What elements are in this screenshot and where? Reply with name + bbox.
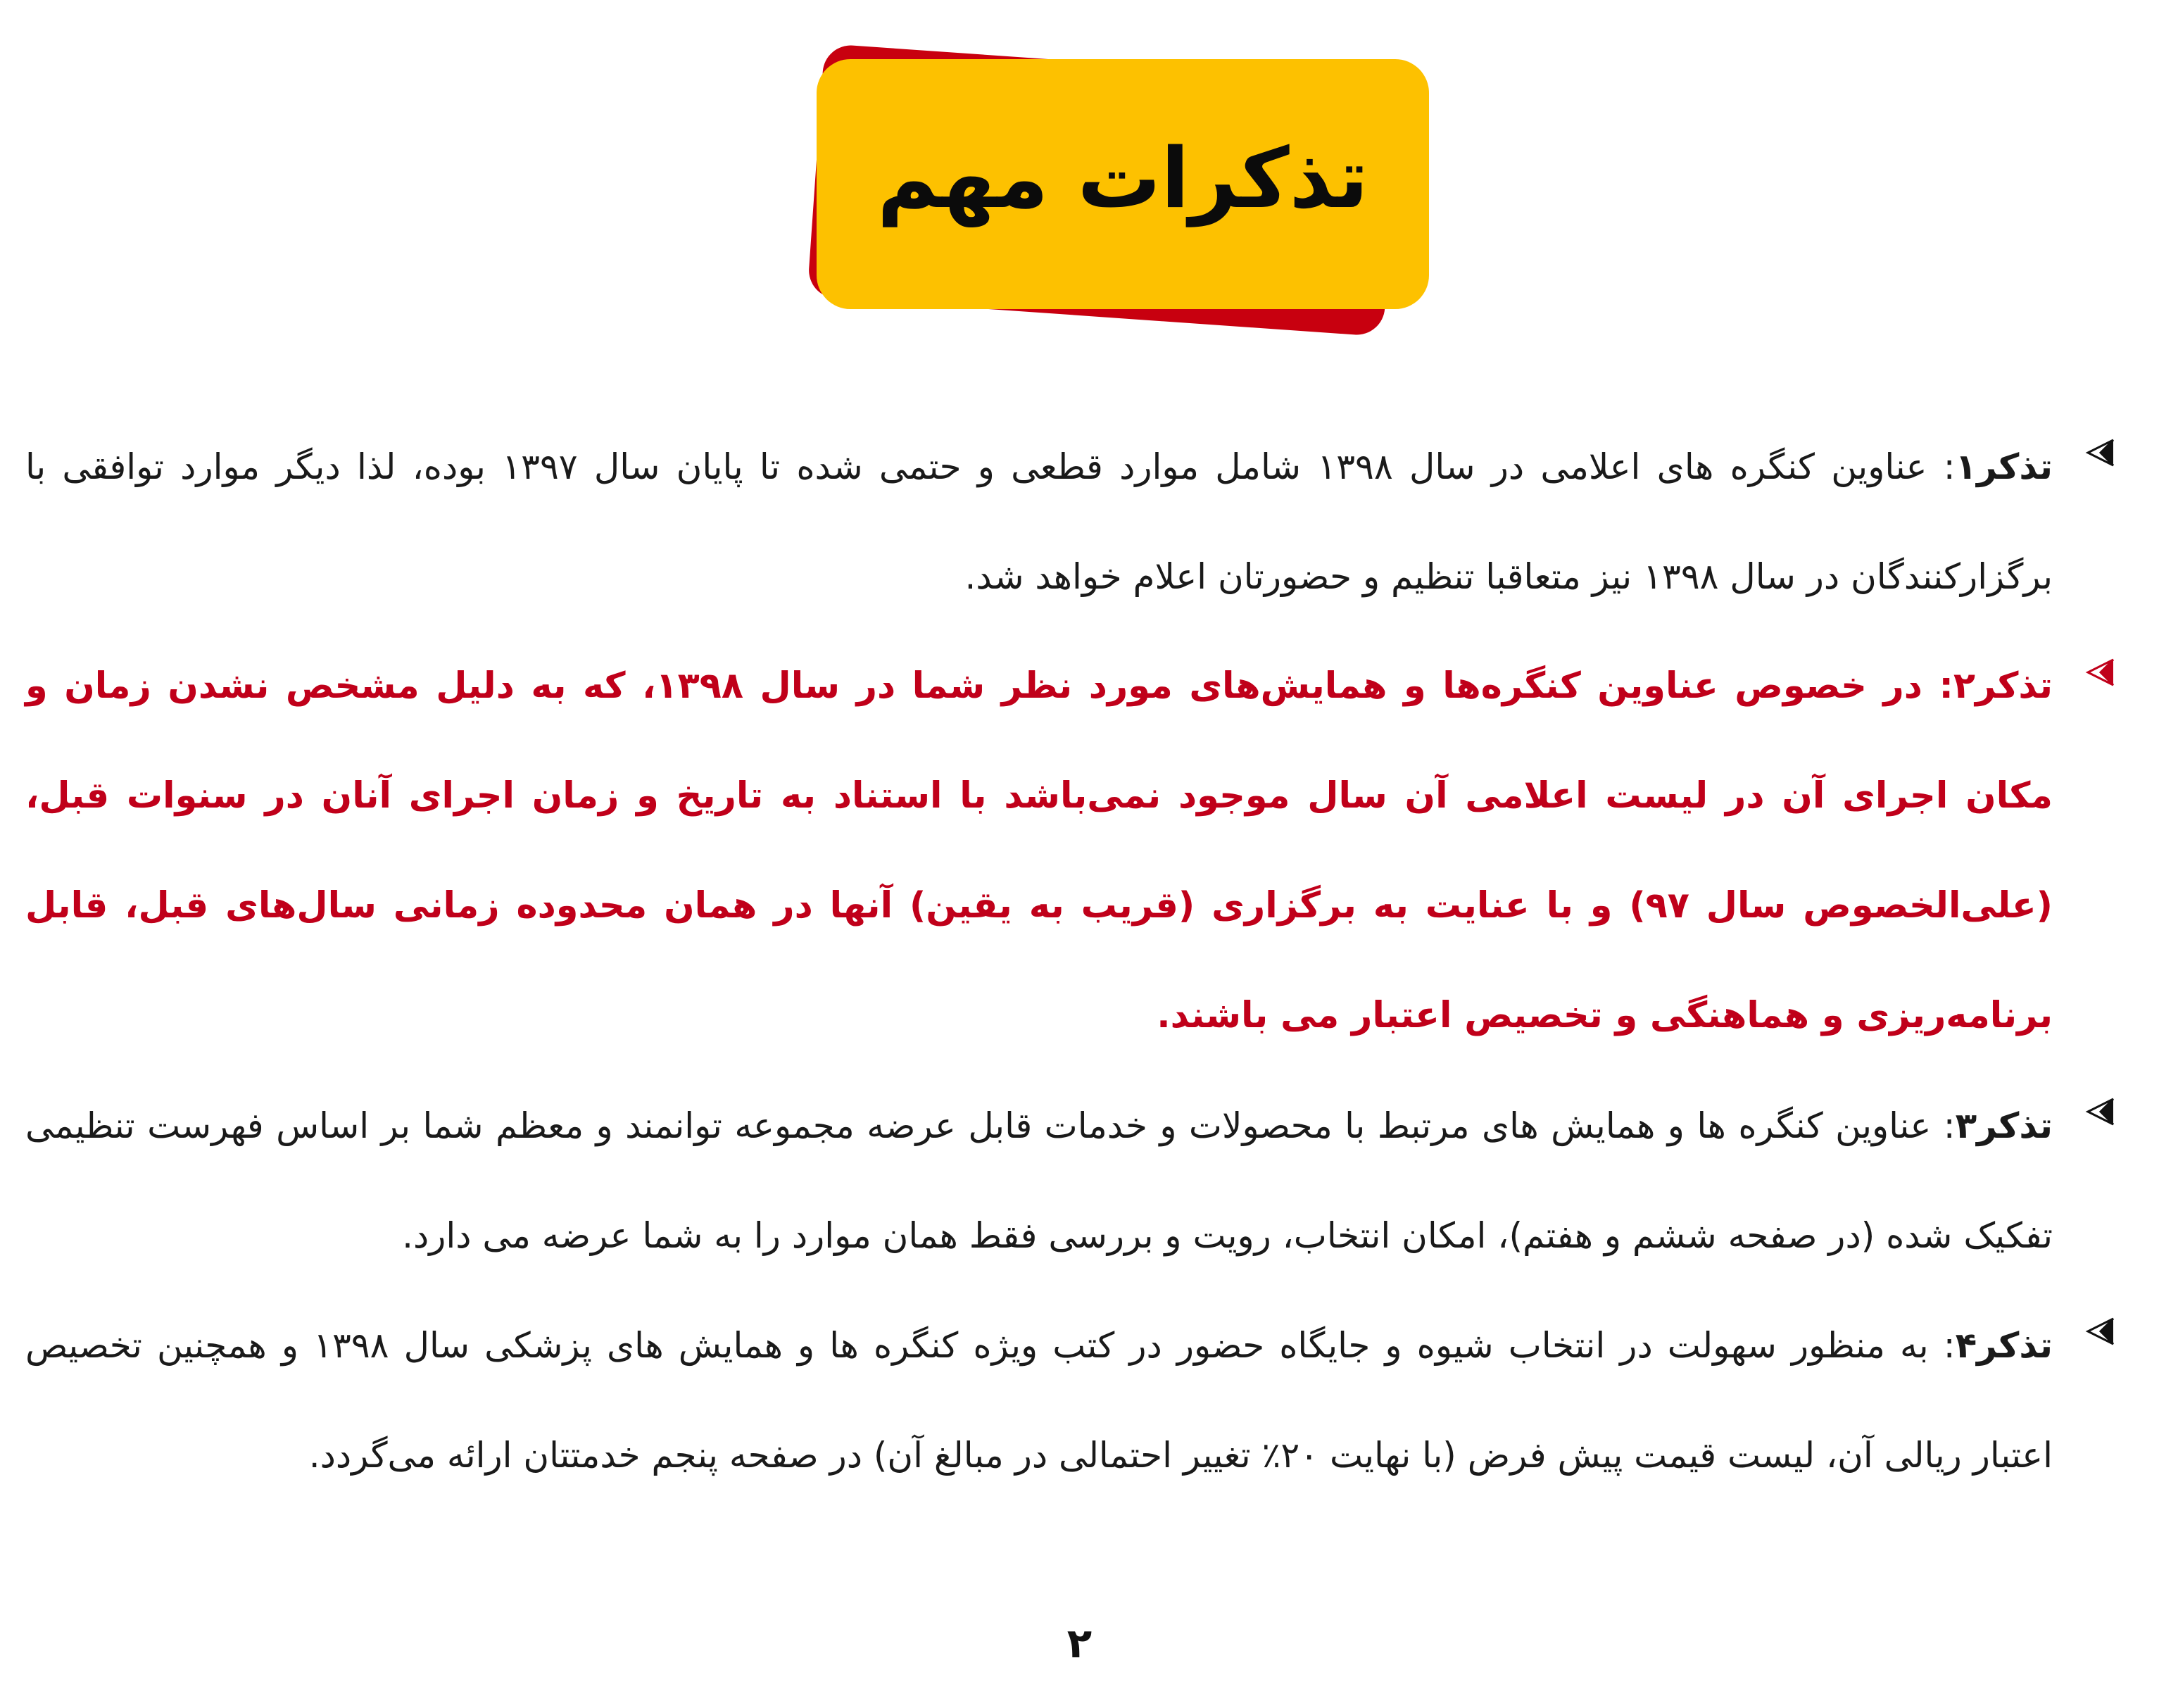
page-number: ۲ [1066, 1619, 1093, 1667]
arrow-bullet-icon [2085, 1316, 2116, 1347]
title-banner [788, 35, 1436, 352]
note-2-label: تذکر۲ [1953, 665, 2053, 707]
note-4-text: : به منظور سهولت در انتخاب شیوه و جایگاه حضور در کتب ویژه کنگره ها و همایش های پزشکی سال ۱۳۹۸ و همچنین تخصیص اعتبار ریالی آن، لیست قیمت پیش فرض (با نهایت ۲۰٪ تغییر احتمالی در مبالغ آن) در صفحه پنجم خدمتتان ارائه می‌گردد. [25, 1325, 2053, 1476]
note-4-label: تذکر۴ [1955, 1325, 2053, 1366]
note-2-paragraph [25, 632, 2053, 1071]
note-3-paragraph [25, 1071, 2053, 1291]
note-1-paragraph [25, 412, 2053, 632]
note-4 [25, 1291, 2137, 1510]
note-1-text: : عناوین کنگره های اعلامی در سال ۱۳۹۸ شامل موارد قطعی و حتمی شده تا پایان سال ۱۳۹۷ بوده، لذا دیگر موارد توافقی با برگزارکنندگان در سال ۱۳۹۸ نیز متعاقبا تنظیم و حضورتان اعلام خواهد شد. [25, 446, 2053, 597]
note-4-paragraph [25, 1291, 2053, 1510]
note-3 [25, 1071, 2137, 1291]
title-banner-box [817, 59, 1429, 309]
arrow-bullet-icon [2085, 1096, 2116, 1127]
note-2-text: : در خصوص عناوین کنگره‌ها و همایش‌های مورد نظر شما در سال ۱۳۹۸، که به دلیل مشخص نشدن زمان و مکان اجرای آن در لیست اعلامی آن سال موجود نمی‌باشد با استناد به تاریخ و زمان اجرای آنان در سنوات قبل، (علی‌الخصوص سال ۹۷) و با عنایت به برگزاری (قریب به یقین) آنها در همان محدوده زمانی سال‌های قبل، قابل برنامه‌ریزی و هماهنگی و تخصیص اعتبار می باشند. [25, 665, 2053, 1036]
note-1 [25, 412, 2137, 632]
notes-list [25, 412, 2137, 1510]
note-3-label: تذکر۳ [1955, 1105, 2053, 1146]
note-1-label: تذکر۱ [1955, 446, 2053, 487]
page-title: تذکرات مهم [876, 129, 1369, 227]
note-3-text: : عناوین کنگره ها و همایش های مرتبط با محصولات و خدمات قابل عرضه مجموعه توانمند و معظم شما بر اساس فهرست تنظیمی تفکیک شده (در صفحه ششم و هفتم)، امکان انتخاب، رویت و بررسی فقط همان موارد را به شما عرضه می دارد. [25, 1105, 2053, 1256]
note-2 [25, 632, 2137, 1071]
arrow-bullet-icon [2085, 437, 2116, 468]
arrow-bullet-icon [2085, 657, 2116, 688]
